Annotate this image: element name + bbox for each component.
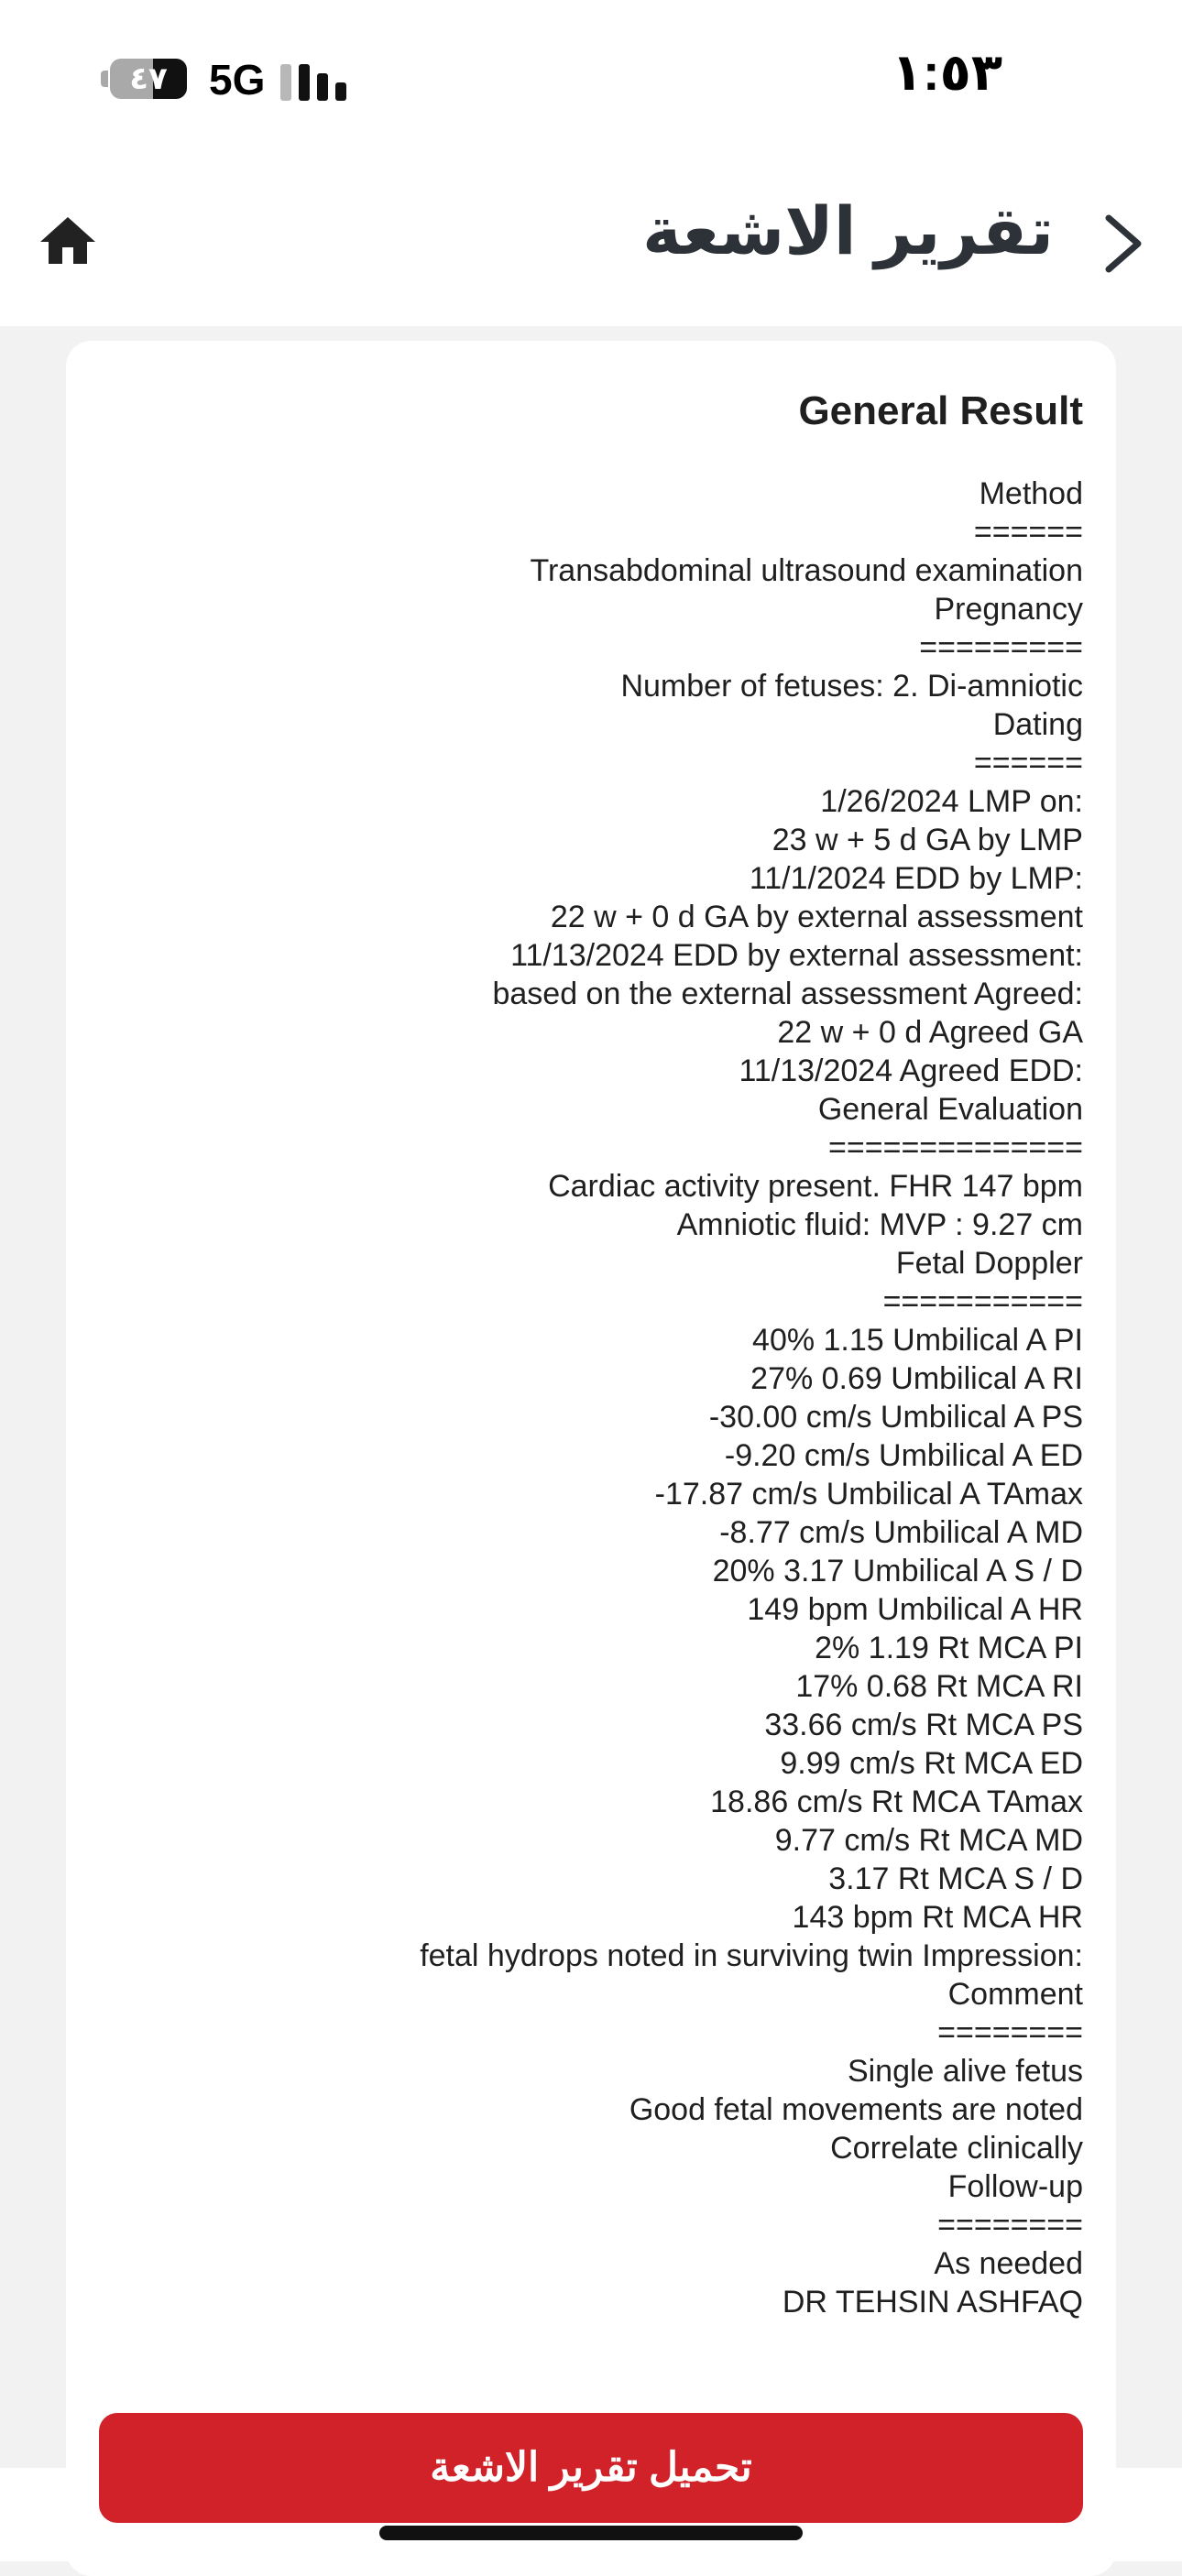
report-line: Transabdominal ultrasound examination (530, 553, 1083, 588)
report-line: 40% 1.15 Umbilical A PI (752, 1323, 1083, 1358)
report-line: Dating (992, 707, 1083, 742)
battery-tip (101, 71, 108, 87)
report-line: Number of fetuses: 2. Di-amniotic (620, 669, 1083, 704)
report-line: ========= (919, 630, 1083, 665)
report-line: 22 w + 0 d Agreed GA (777, 1015, 1083, 1050)
report-line: Single alive fetus (847, 2054, 1083, 2089)
report-line: Correlate clinically (830, 2131, 1083, 2166)
app-header (0, 156, 1182, 326)
battery-icon (110, 59, 187, 99)
download-report-button[interactable]: تحميل تقرير الاشعة (99, 2413, 1083, 2523)
status-time: ١:٥٣ (891, 43, 1002, 101)
report-line: 11/13/2024 Agreed EDD: (739, 1053, 1083, 1088)
report-line: 1/26/2024 LMP on: (820, 784, 1083, 819)
report-line: Cardiac activity present. FHR 147 bpm (548, 1169, 1083, 1204)
network-type: 5G (209, 56, 266, 104)
report-line: -17.87 cm/s Umbilical A TAmax (654, 1477, 1083, 1512)
report-line: ============== (828, 1130, 1083, 1165)
report-line: As needed (934, 2246, 1083, 2281)
report-line: 23 w + 5 d GA by LMP (772, 823, 1083, 857)
report-line: 11/1/2024 EDD by LMP: (749, 861, 1083, 896)
report-line: -8.77 cm/s Umbilical A MD (719, 1515, 1083, 1550)
report-line: 3.17 Rt MCA S / D (828, 1861, 1083, 1896)
report-line: 9.99 cm/s Rt MCA ED (780, 1746, 1083, 1781)
report-line: 22 w + 0 d GA by external assessment (550, 900, 1083, 934)
chevron-right-icon[interactable] (1092, 207, 1156, 280)
report-line: ====== (973, 515, 1083, 550)
report-line: 11/13/2024 EDD by external assessment: (510, 938, 1083, 973)
report-line: based on the external assessment Agreed: (492, 977, 1083, 1011)
home-icon[interactable] (35, 209, 101, 275)
report-line: Good fetal movements are noted (629, 2092, 1083, 2127)
report-line: Method (979, 476, 1083, 511)
report-line: fetal hydrops noted in surviving twin Impression: (420, 1938, 1083, 1973)
report-line: 149 bpm Umbilical A HR (747, 1592, 1083, 1627)
report-line: ======== (937, 2208, 1083, 2243)
page-title: تقرير الاشعة (642, 195, 1054, 268)
report-body (93, 475, 1083, 2321)
report-line: 18.86 cm/s Rt MCA TAmax (710, 1785, 1083, 1819)
report-line: Fetal Doppler (895, 1246, 1083, 1281)
report-line: DR TEHSIN ASHFAQ (782, 2285, 1083, 2319)
status-bar (0, 0, 1182, 156)
signal-icon (280, 60, 346, 101)
report-line: -9.20 cm/s Umbilical A ED (724, 1438, 1083, 1473)
report-line: 17% 0.68 Rt MCA RI (795, 1669, 1083, 1704)
report-line: ====== (973, 746, 1083, 780)
battery-level: ٤٧ (129, 61, 168, 96)
report-line: Amniotic fluid: MVP : 9.27 cm (676, 1207, 1083, 1242)
report-line: Pregnancy (934, 592, 1083, 627)
report-line: Comment (947, 1977, 1083, 2012)
report-line: -30.00 cm/s Umbilical A PS (708, 1400, 1083, 1435)
home-indicator[interactable] (379, 2526, 803, 2540)
report-line: =========== (882, 1284, 1083, 1319)
report-line: 33.66 cm/s Rt MCA PS (764, 1708, 1083, 1742)
report-line: 27% 0.69 Umbilical A RI (750, 1361, 1083, 1396)
report-line: 20% 3.17 Umbilical A S / D (712, 1554, 1083, 1588)
report-line: 9.77 cm/s Rt MCA MD (774, 1823, 1083, 1858)
report-line: 2% 1.19 Rt MCA PI (815, 1631, 1083, 1665)
report-line: ======== (937, 2015, 1083, 2050)
report-title: General Result (798, 388, 1083, 433)
report-line: Follow-up (947, 2169, 1083, 2204)
report-line: 143 bpm Rt MCA HR (792, 1900, 1083, 1935)
report-card (66, 341, 1116, 2576)
report-line: General Evaluation (817, 1092, 1083, 1127)
